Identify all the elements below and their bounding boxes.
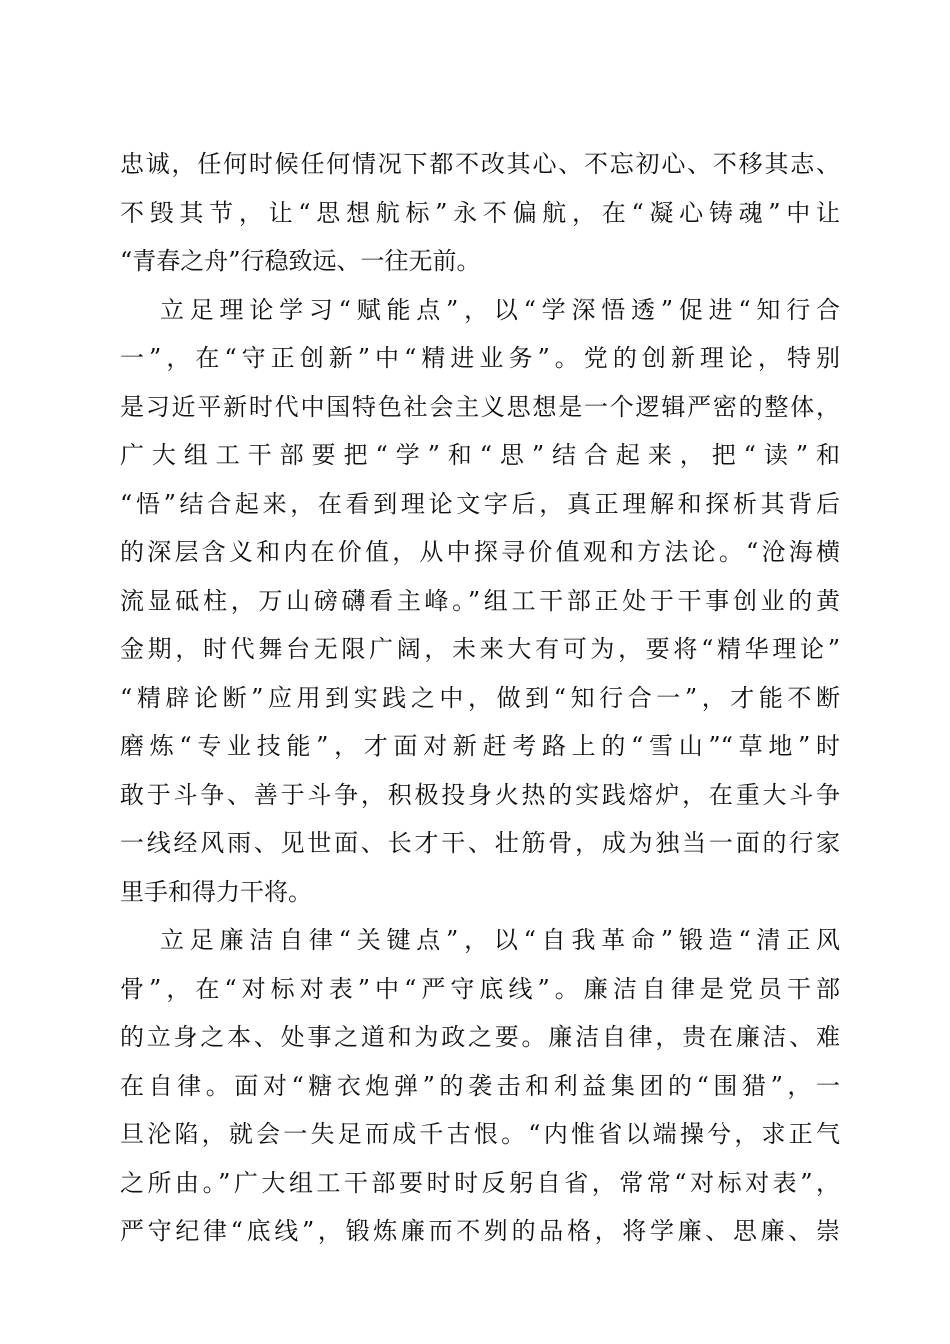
text-line: 是习近平新时代中国特色社会主义思想是一个逻辑严密的整体， [120,392,840,421]
text-line: “青春之舟”行稳致远、一往无前。 [120,247,481,275]
text-line: “悟”结合起来，在看到理论文字后，真正理解和探析其背后 [120,489,840,518]
text-line: 的立身之本、处事之道和为政之要。廉洁自律，贵在廉洁、难 [120,1023,840,1051]
text-line: 不毁其节，让“思想航标”永不偏航，在“凝心铸魂”中让 [120,198,840,227]
text-line: 里手和得力干将。 [120,877,312,906]
text-line: 忠诚，任何时候任何情况下都不改其心、不忘初心、不移其志、 [120,150,840,178]
text-line: 严守纪律“底线”，锻炼廉而不刿的品格，将学廉、思廉、崇 [120,1217,840,1245]
text-line: 旦沦陷，就会一失足而成千古恨。“内惟省以端操兮，求正气 [120,1120,840,1148]
text-line: 立足廉洁自律“关键点”，以“自我革命”锻造“清正风 [160,926,840,954]
document-body [120,140,840,1256]
text-line: 广大组工干部要把“学”和“思”结合起来，把“读”和 [120,441,840,469]
text-line: 磨炼“专业技能”，才面对新赶考路上的“雪山”“草地”时 [120,732,840,760]
text-line: 金期，时代舞台无限广阔，未来大有可为，要将“精华理论” [120,635,840,663]
text-line: 一线经风雨、见世面、长才干、壮筋骨，成为独当一面的行家 [120,829,840,857]
text-line: 骨”，在“对标对表”中“严守底线”。廉洁自律是党员干部 [120,974,840,1003]
text-line: 在自律。面对“糖衣炮弹”的袭击和利益集团的“围猎”，一 [120,1071,840,1100]
text-line: 之所由。”广大组工干部要时时反躬自省，常常“对标对表”， [120,1168,840,1197]
text-line: 一”，在“守正创新”中“精进业务”。党的创新理论，特别 [120,344,840,372]
text-line: 立足理论学习“赋能点”，以“学深悟透”促进“知行合 [160,295,840,324]
text-line: “精辟论断”应用到实践之中，做到“知行合一”，才能不断 [120,683,840,712]
text-line: 的深层含义和内在价值，从中探寻价值观和方法论。“沧海横 [120,538,840,566]
text-line: 流显砥柱，万山磅礴看主峰。”组工干部正处于干事创业的黄 [120,586,840,615]
text-line: 敢于斗争、善于斗争，积极投身火热的实践熔炉，在重大斗争 [120,780,840,809]
